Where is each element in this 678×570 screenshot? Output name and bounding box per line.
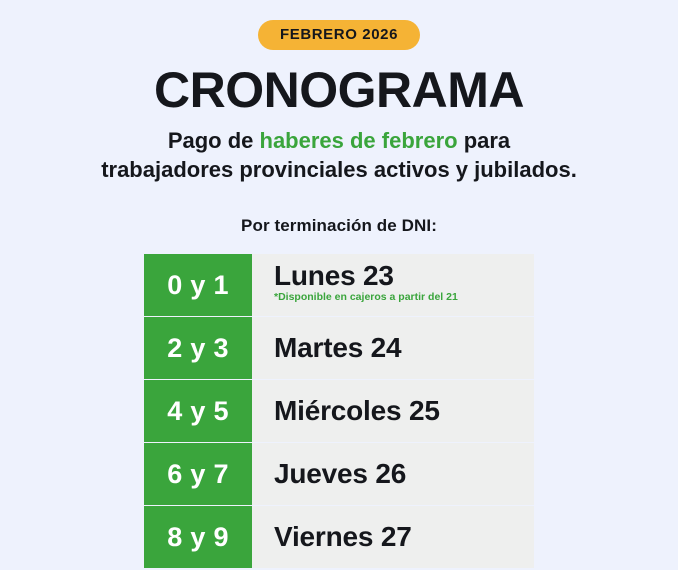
- day-label: Lunes 23: [274, 259, 394, 291]
- month-badge: FEBRERO 2026: [258, 20, 420, 50]
- dni-endings-cell: 0 y 1: [144, 254, 252, 316]
- day-label: Martes 24: [274, 332, 402, 364]
- table-row: [144, 317, 534, 379]
- day-label: Jueves 26: [274, 458, 407, 490]
- subtitle-text-start: Pago de: [167, 128, 260, 153]
- payment-day-cell: [252, 254, 534, 316]
- subtitle-highlight: haberes de febrero: [259, 128, 458, 153]
- dni-endings-cell: 4 y 5: [144, 380, 252, 442]
- dni-endings-cell: 8 y 9: [144, 506, 252, 568]
- payment-schedule-table: [144, 254, 534, 568]
- dni-endings-cell: 6 y 7: [144, 443, 252, 505]
- dni-endings-cell: 2 y 3: [144, 317, 252, 379]
- page-title: CRONOGRAMA: [154, 62, 524, 118]
- subtitle-text-end: para: [457, 128, 511, 153]
- table-row: [144, 506, 534, 568]
- payment-day-cell: [252, 317, 534, 379]
- table-row: [144, 254, 534, 316]
- day-note: *Disponible en cajeros a partir del 21: [274, 290, 458, 303]
- payment-day-cell: [252, 380, 534, 442]
- payment-day-cell: [252, 506, 534, 568]
- dni-section-label: Por terminación de DNI:: [241, 216, 437, 236]
- table-row: [144, 380, 534, 442]
- table-row: [144, 443, 534, 505]
- day-label: Viernes 27: [274, 521, 412, 553]
- day-label: Miércoles 25: [274, 395, 440, 427]
- page-subtitle: [101, 126, 577, 184]
- payment-day-cell: [252, 443, 534, 505]
- subtitle-line-two: trabajadores provinciales activos y jubilados.: [101, 157, 577, 183]
